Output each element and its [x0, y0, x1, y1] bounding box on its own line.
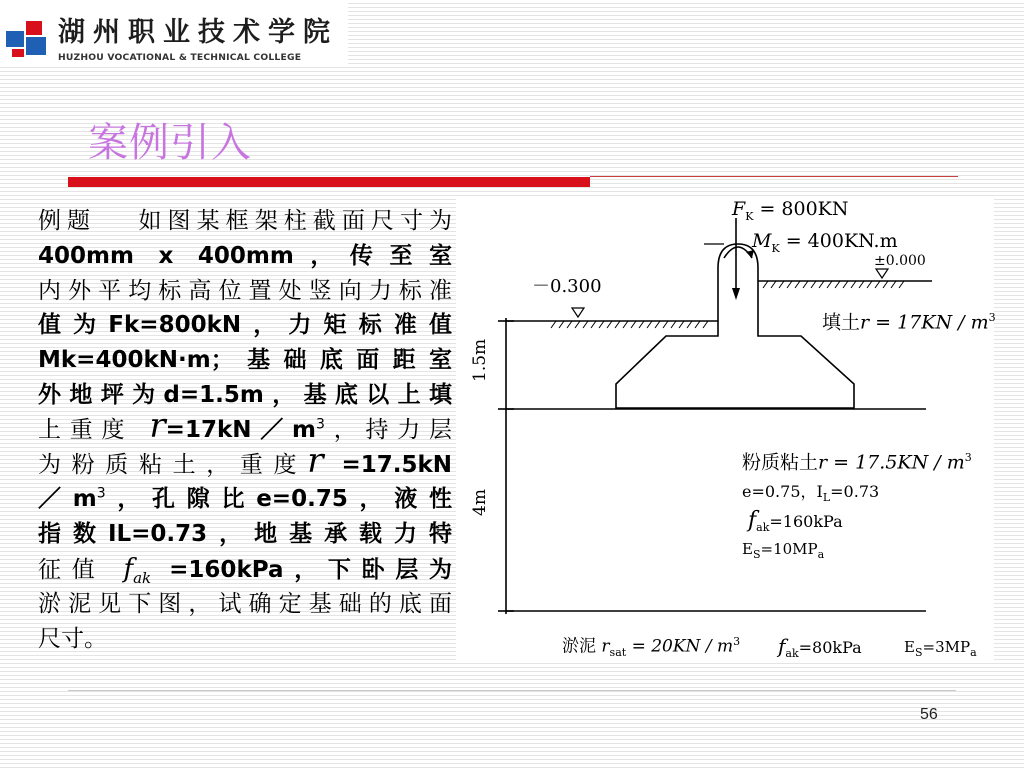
page-number: 56: [920, 706, 938, 723]
title-accent-bar: [68, 177, 590, 187]
problem-line-13: 尺寸。: [38, 625, 107, 652]
unit-weight-symbol: r: [149, 405, 166, 446]
modulus-label: $E_S=10MP_a$: [742, 540, 825, 561]
footing-outline: [616, 321, 854, 408]
unit-weight-symbol: r: [307, 440, 324, 481]
soft-clay-bearing-label: $f_{ak}=80kPa$: [778, 634, 862, 661]
problem-line-2: 400mm x 400mm，传至室: [38, 242, 452, 269]
slide-title: 案例引入: [88, 120, 252, 166]
problem-line-11: 征值 $f_{ak} =160kPa$，下卧层为: [38, 553, 453, 588]
foundation-diagram: [456, 196, 994, 662]
depth-1-label: 1.5m: [470, 338, 490, 382]
problem-line-12: 淤泥见下图，试确定基础的底面: [38, 590, 452, 617]
soft-clay-modulus-label: $E_S=3MP_a$: [904, 638, 977, 659]
header-band: [0, 0, 348, 64]
fill-soil-label: 填土$r = 17KN / m^3$: [822, 311, 996, 334]
level-marker: [876, 269, 888, 278]
problem-line-1: 例题 如图某框架柱截面尺寸为: [38, 208, 452, 234]
soft-clay-label: 淤泥 $r_{sat} = 20KN / m^3$: [562, 635, 741, 660]
logo-english-name: HUZHOU VOCATIONAL & TECHNICAL COLLEGE: [58, 52, 302, 63]
level-marker: [572, 308, 584, 317]
logo-chinese-name: 湖州职业技术学院: [58, 17, 338, 48]
indoor-level-label: ±0.000: [874, 253, 926, 269]
vertical-load-label: $F_K = 800KN$: [732, 198, 849, 223]
moment-label: $M_K = 400KN.m$: [752, 230, 898, 255]
title-rule: [590, 176, 958, 177]
problem-line-5: Mk=400kN·m；基础底面距室: [38, 347, 452, 374]
silty-clay-label: 粉质粘土$r = 17.5KN / m^3$: [742, 451, 972, 474]
outside-level-label: －0.300: [532, 276, 602, 297]
problem-line-3: 内外平均标高位置处竖向力标准: [38, 277, 452, 304]
problem-statement: [38, 204, 452, 656]
depth-2-label: 4m: [470, 489, 490, 516]
problem-line-8: 为粉质粘土，重度r =17.5kN: [38, 440, 453, 481]
void-ratio-label: e=0.75，$I_L=0.73$: [742, 482, 880, 505]
footer-rule: [68, 690, 956, 691]
problem-line-9: $/m^3$，孔隙比e=0.75，液性: [38, 485, 452, 513]
problem-line-4: 值为Fk=800kN，力矩标准值: [38, 312, 452, 339]
bearing-capacity-label: $f_{ak}=160kPa$: [748, 508, 843, 535]
college-logo-icon: [6, 19, 48, 61]
bearing-capacity-symbol: $f_{ak}$: [123, 553, 152, 588]
problem-line-7: 上重度 $r=17kN/m^3$，持力层: [38, 405, 453, 446]
problem-line-6: 外地坪为d=1.5m，基底以上填: [38, 381, 452, 408]
problem-line-10: 指数IL=0.73，地基承载力特: [38, 521, 452, 548]
